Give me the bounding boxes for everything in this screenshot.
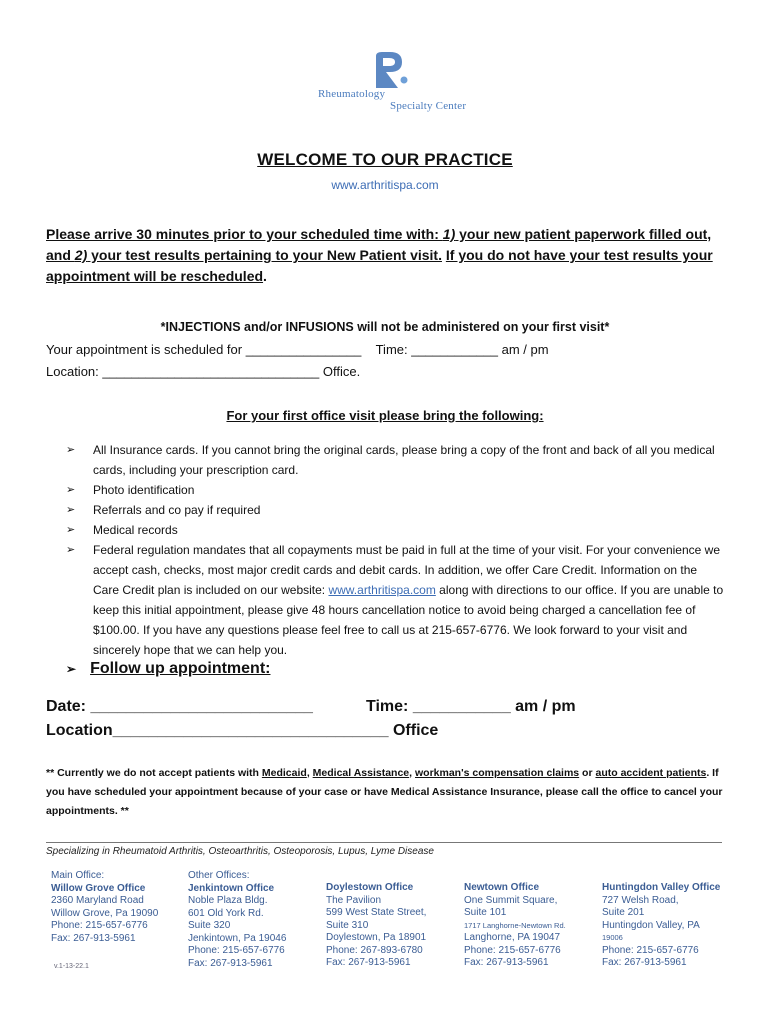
location-line: Location: ______________________________ Office. xyxy=(46,364,361,379)
list-item xyxy=(66,540,726,660)
office-line: Suite 320 xyxy=(188,920,231,931)
bring-list xyxy=(66,440,726,660)
notice-text-2: . If you have scheduled your appointment because of your case or have Medical Assistance Insurance, please call the office to cancel your appointments. ** xyxy=(46,767,723,817)
office-name: Newtown Office xyxy=(464,882,540,893)
logo-text-rheumatology: Rheumatology xyxy=(318,88,386,100)
arrive-num-2: 2) xyxy=(74,247,88,263)
insurance-notice xyxy=(46,764,726,821)
injections-notice: *INJECTIONS and/or INFUSIONS will not be administered on your first visit* xyxy=(160,320,610,334)
appointment-scheduled-line: Your appointment is scheduled for ________________ Time: ____________ am / pm xyxy=(46,342,549,357)
bullet-federal-text-1: Federal regulation mandates that all copayments must be paid in full at the time of your visit. For your convenience we accept cash, checks, most major credit cards and debit cards. In addition, we offer Care Credit. Information on the Care Credit plan is included on our website: xyxy=(93,543,720,597)
arrow-bullet-icon: ➢ xyxy=(66,662,77,676)
notice-auto-accident: auto accident patients xyxy=(595,767,707,779)
office-line: Suite 201 xyxy=(602,907,645,918)
office-line: Fax: 267-913-5961 xyxy=(188,957,273,969)
list-item xyxy=(66,440,726,480)
bullet-photo-id: Photo identification xyxy=(93,483,195,497)
office-line: Phone: 215-657-6776 xyxy=(602,944,699,956)
office-line: The Pavilion xyxy=(326,894,382,906)
office-willow-grove xyxy=(51,870,158,945)
logo-r-mark-icon xyxy=(368,50,408,90)
office-name: Huntingdon Valley Office xyxy=(602,882,721,893)
version-code: v.1-13-22.1 xyxy=(54,963,89,970)
office-jenkintown xyxy=(188,870,286,970)
bring-heading: For your first office visit please bring the following: xyxy=(226,408,544,423)
office-line: 601 Old York Rd. xyxy=(188,907,264,919)
arrow-bullet-icon: ➢ xyxy=(66,444,76,456)
office-line: Phone: 267-893-6780 xyxy=(326,944,423,956)
footer-divider xyxy=(46,842,722,843)
office-name: Doylestown Office xyxy=(326,882,414,893)
specializing-line: Specializing in Rheumatoid Arthritis, Osteoarthritis, Osteoporosis, Lupus, Lyme Disease xyxy=(46,846,434,857)
arrive-end: . xyxy=(263,268,267,284)
arrive-text-4: If you do not have your test results your appointment will be rescheduled xyxy=(46,247,713,284)
arrive-text-1: Please arrive 30 minutes prior to your scheduled time with: xyxy=(46,226,443,242)
list-item xyxy=(66,500,726,520)
followup-location-field: Location_______________________________ Office xyxy=(46,722,439,739)
office-line: Langhorne, PA 19047 xyxy=(464,932,561,943)
notice-sep-1: , xyxy=(306,767,313,779)
notice-sep-2: , xyxy=(409,767,415,779)
bullet-federal-text-2: along with directions to our office. If you are unable to keep this initial appointment, please give 48 hours cancellation notice to avoid being charged a cancellation fee of $100.00. If you have any questions please feel free to call us at 215-657-6776. We look forward to your visit and sincerely hope that we can help you. xyxy=(93,583,724,657)
arrow-bullet-icon: ➢ xyxy=(66,504,76,516)
arrow-bullet-icon: ➢ xyxy=(66,524,76,536)
office-line: 19006 xyxy=(602,933,623,942)
office-line: Phone: 215-657-6776 xyxy=(51,920,148,931)
bullet-referrals: Referrals and co pay if required xyxy=(93,503,261,517)
office-line: Willow Grove, Pa 19090 xyxy=(51,907,159,919)
list-item xyxy=(66,480,726,500)
list-item xyxy=(66,520,726,540)
office-line: Fax: 267-913-5961 xyxy=(602,957,687,968)
followup-date-field: Date: _________________________ xyxy=(46,698,313,715)
arrive-text-2: your new patient paperwork filled out, and xyxy=(46,226,712,263)
bullet-insurance: All Insurance cards. If you cannot bring the original cards, please bring a copy of the front and back of all you medical cards, including your prescription card. xyxy=(93,443,715,477)
office-line: Huntingdon Valley, PA xyxy=(602,919,700,931)
office-line: Suite 101 xyxy=(464,907,507,918)
notice-workmans-comp: workman's compensation claims xyxy=(415,767,580,779)
office-line: Suite 310 xyxy=(326,919,369,931)
followup-label: Follow up appointment: xyxy=(90,660,271,677)
office-line: Doylestown, Pa 18901 xyxy=(326,932,427,943)
office-line: Noble Plaza Bldg. xyxy=(188,895,268,906)
arrive-num-1: 1) xyxy=(442,226,456,242)
office-doylestown xyxy=(326,882,426,970)
logo-text-specialty-center: Specialty Center xyxy=(390,100,467,112)
followup-time-field: Time: ___________ am / pm xyxy=(366,698,576,715)
notice-medical-assistance: Medical Assistance xyxy=(312,767,410,779)
website-link[interactable]: www.arthritispa.com xyxy=(331,178,439,192)
office-line: Fax: 267-913-5961 xyxy=(51,932,136,944)
office-line: One Summit Square, xyxy=(464,894,558,906)
arrow-bullet-icon: ➢ xyxy=(66,484,76,496)
office-line: 1717 Langhorne-Newtown Rd. xyxy=(464,920,566,930)
office-line: Fax: 267-913-5961 xyxy=(326,957,411,968)
office-line: Phone: 215-657-6776 xyxy=(464,944,561,956)
care-credit-website-link[interactable]: www.arthritispa.com xyxy=(328,583,436,597)
office-newtown xyxy=(464,882,566,970)
office-line: Fax: 267-913-5961 xyxy=(464,957,549,968)
office-name: Jenkintown Office xyxy=(188,882,275,894)
office-line: Jenkintown, Pa 19046 xyxy=(188,932,287,944)
office-prefix: Main Office: xyxy=(51,870,105,881)
office-line: 2360 Maryland Road xyxy=(51,895,144,906)
office-prefix: Other Offices: xyxy=(188,870,250,881)
notice-text-1: ** Currently we do not accept patients with xyxy=(46,767,262,779)
office-line: 727 Welsh Road, xyxy=(602,894,679,906)
practice-logo xyxy=(318,50,468,112)
notice-medicaid: Medicaid xyxy=(261,767,307,779)
page-title: WELCOME TO OUR PRACTICE xyxy=(257,150,513,169)
arrival-instructions xyxy=(46,224,726,287)
bullet-medical-records: Medical records xyxy=(93,523,178,537)
arrive-text-3: your test results pertaining to your New Patient visit. xyxy=(87,247,442,263)
office-name: Willow Grove Office xyxy=(51,882,146,894)
office-huntingdon-valley xyxy=(602,882,720,970)
followup-heading xyxy=(66,660,270,678)
notice-sep-3: or xyxy=(579,767,596,779)
office-line: Phone: 215-657-6776 xyxy=(188,945,285,956)
office-line: 599 West State Street, xyxy=(326,907,427,918)
arrow-bullet-icon: ➢ xyxy=(66,544,76,556)
